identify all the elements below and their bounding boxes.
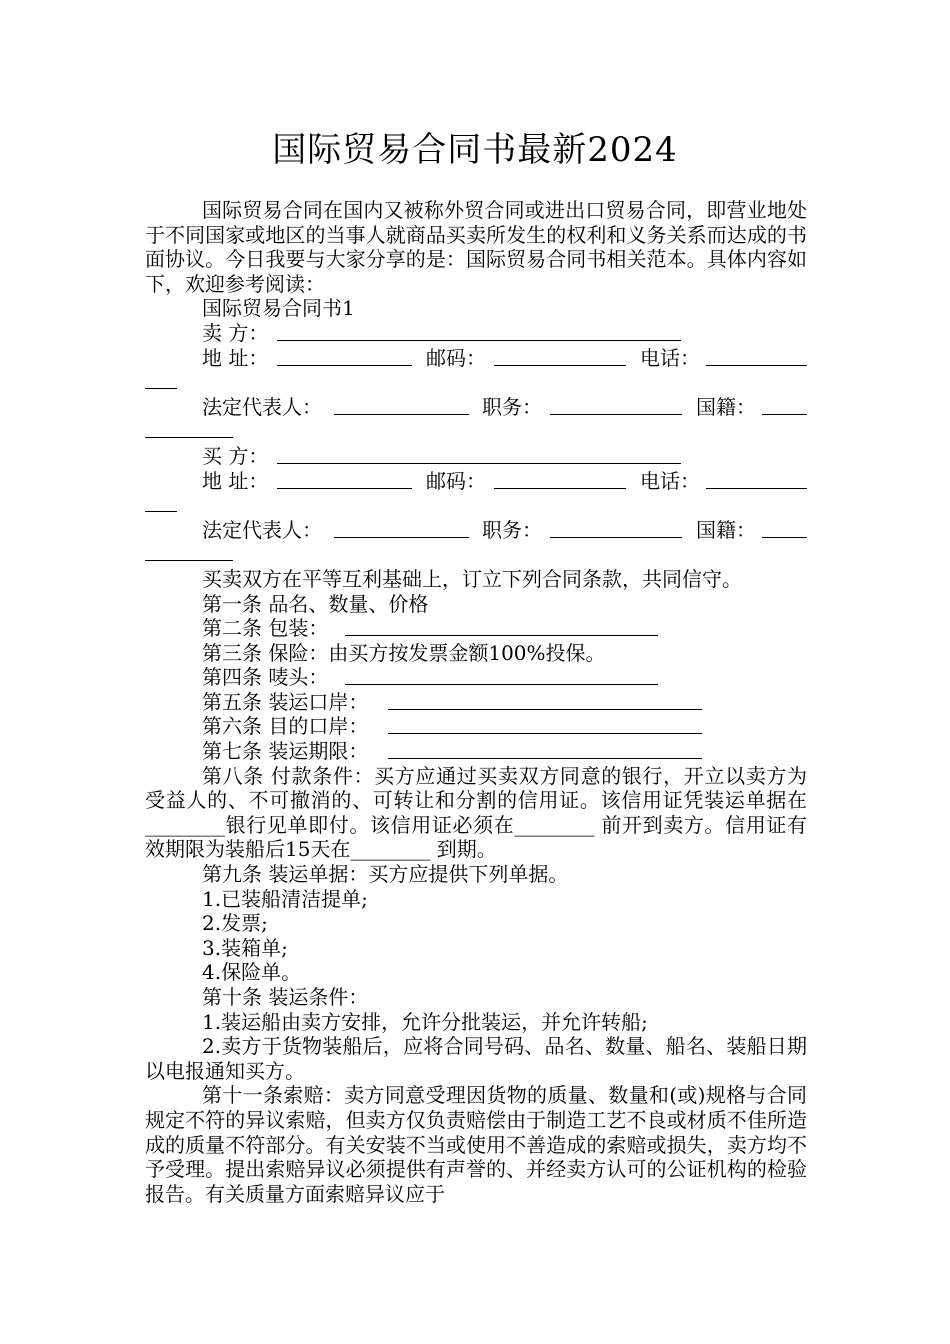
buyer-rep-row [145,518,807,543]
seller-nationality-label: 国籍： [696,394,756,419]
seller-address-row [145,346,807,371]
packing-field[interactable] [345,635,658,636]
document-item: 2.发票; [202,911,268,936]
buyer-address-row [145,469,807,494]
seller-address-label: 地 址： [202,345,269,370]
seller-label: 卖 方： [202,320,269,345]
seller-nationality-field[interactable] [762,414,807,415]
shipment-time-field[interactable] [388,758,702,759]
destination-port-field[interactable] [388,733,702,734]
clause-5: 第五条 装运口岸： [202,689,369,714]
buyer-tel-field[interactable] [706,488,807,489]
clause-2: 第二条 包装： [202,616,329,641]
shipping-condition-item: 1.装运船由卖方安排，允许分批装运，并允许转船; [202,1009,648,1034]
buyer-address-label: 地 址： [202,468,269,493]
agreement-text: 买卖双方在平等互利基础上，订立下列合同条款，共同信守。 [202,566,742,591]
buyer-name-row [145,444,807,469]
seller-name-row [145,321,807,346]
shipping-mark-field[interactable] [345,684,658,685]
seller-tel-field[interactable] [706,365,807,366]
document-item: 1.已装船清洁提单; [202,886,368,911]
clause-8: 第八条 付款条件：买方应通过买卖双方同意的银行，开立以卖方为受益人的、不可撤消的、可转让和分割的信用证。该信用证凭装运单据在________银行见单即付。该信用证必须在________ 前开到卖方。信用证有效期限为装船后15天在________ 到期。 [145,763,807,862]
buyer-position-field[interactable] [550,537,682,538]
seller-tel-label: 电话： [640,345,700,370]
clause-7: 第七条 装运期限： [202,739,369,764]
seller-position-label: 职务： [482,394,542,419]
seller-zip-field[interactable] [494,365,626,366]
buyer-tel-label: 电话： [640,468,700,493]
buyer-label: 买 方： [202,443,269,468]
document-item: 3.装箱单; [202,935,288,960]
buyer-nationality-field-cont [145,542,807,567]
document-title: 国际贸易合同书最新2024 [272,130,678,170]
document-item: 4.保险单。 [202,960,302,985]
seller-rep-label: 法定代表人： [202,394,322,419]
clause-1: 第一条 品名、数量、价格 [202,591,429,616]
buyer-name-field[interactable] [277,463,681,464]
seller-address-field[interactable] [277,365,412,366]
buyer-nationality-label: 国籍： [696,517,756,542]
seller-rep-field[interactable] [334,414,469,415]
intro-paragraph: 国际贸易合同在国内又被称外贸合同或进出口贸易合同，即营业地处于不同国家或地区的当事人就商品买卖所发生的权利和义务关系而达成的书面协议。今日我要与大家分享的是：国际贸易合同书相关范本。具体内容如下，欢迎参考阅读： [145,198,807,296]
seller-name-field[interactable] [277,340,681,341]
seller-tel-field-cont [145,370,807,395]
clause-6-row [145,714,807,739]
loading-port-field[interactable] [388,709,702,710]
clause-7-row [145,739,807,764]
seller-nationality-field-cont [145,419,807,444]
clause-4: 第四条 唛头： [202,665,329,690]
document-body [145,198,807,1206]
buyer-zip-label: 邮码： [426,468,486,493]
seller-zip-label: 邮码： [426,345,486,370]
clause-3: 第三条 保险：由买方按发票金额100%投保。 [202,640,606,665]
buyer-tel-field-cont [145,493,807,518]
clause-10: 第十条 装运条件： [202,985,369,1009]
seller-position-field[interactable] [550,414,682,415]
buyer-zip-field[interactable] [494,488,626,489]
seller-rep-row [145,395,807,420]
clause-9: 第九条 装运单据：买方应提供下列单据。 [202,862,569,887]
contract-heading: 国际贸易合同书1 [202,296,355,321]
shipping-condition-item: 2.卖方于货物装船后，应将合同号码、品名、数量、船名、装船日期以电报通知买方。 [145,1034,807,1083]
clause-5-row [145,690,807,715]
clause-11: 第十一条索赔：卖方同意受理因货物的质量、数量和(或)规格与合同规定不符的异议索赔，但卖方仅负责赔偿由于制造工艺不良或材质不佳所造成的质量不符部分。有关安装不当或使用不善造成的索赔或损失，卖方均不予受理。提出索赔异议必须提供有声誉的、并经卖方认可的公证机构的检验报告。有关质量方面索赔异议应于 [145,1083,807,1206]
buyer-address-field[interactable] [277,488,412,489]
buyer-rep-field[interactable] [334,537,469,538]
clause-2-row [145,616,807,641]
buyer-rep-label: 法定代表人： [202,517,322,542]
buyer-nationality-field[interactable] [762,537,807,538]
clause-6: 第六条 目的口岸： [202,714,369,739]
clause-4-row [145,665,807,690]
buyer-position-label: 职务： [482,517,542,542]
